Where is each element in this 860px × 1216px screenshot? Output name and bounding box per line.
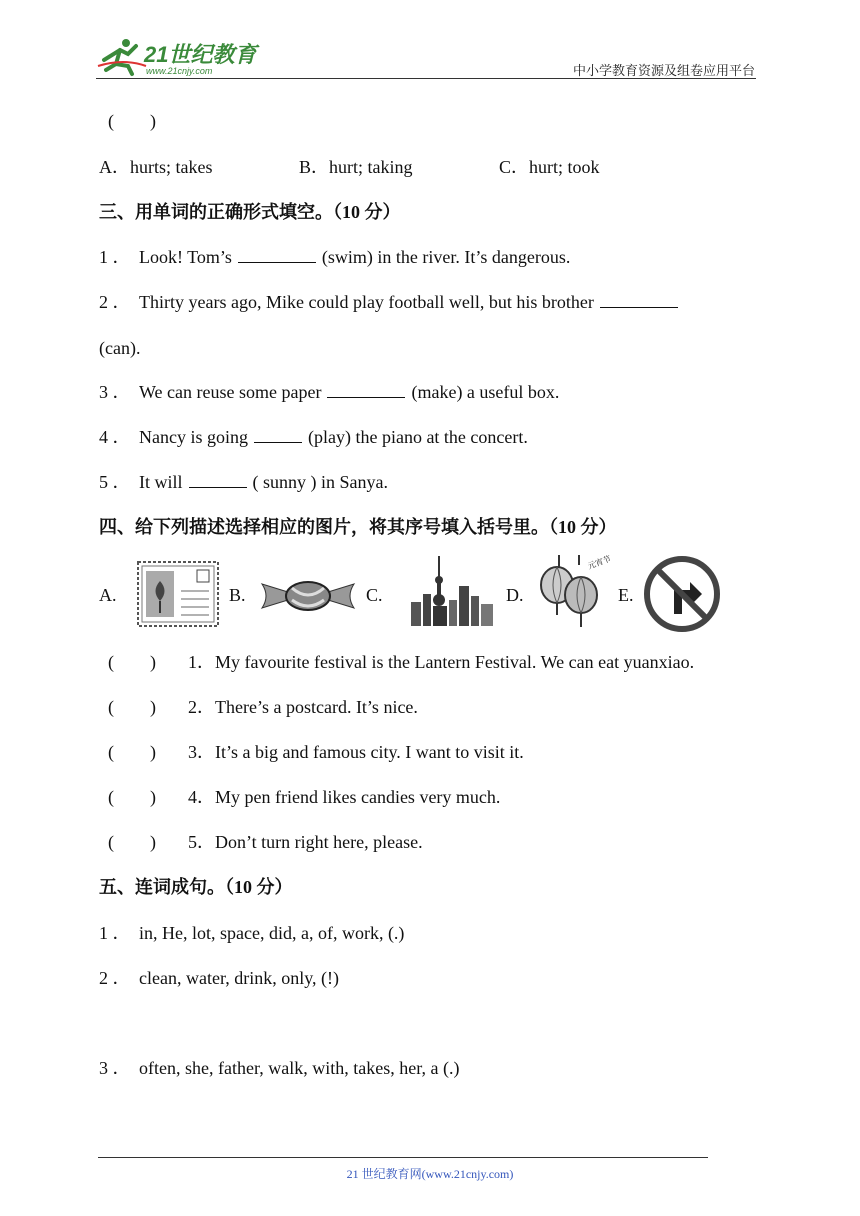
candy-image xyxy=(260,576,356,616)
section-4-title: 四、给下列描述选择相应的图片，将其序号填入括号里。（10 分） xyxy=(99,517,617,537)
answer-paren: ( ) xyxy=(108,111,156,131)
lanterns-image xyxy=(539,553,611,629)
no-right-turn-sign-image xyxy=(644,556,720,632)
answer-paren[interactable]: ( ) xyxy=(108,832,156,852)
answer-blank[interactable] xyxy=(254,426,302,443)
answer-blank[interactable] xyxy=(327,381,405,398)
header-divider xyxy=(96,78,756,79)
picture-label-a: A. xyxy=(99,585,117,605)
picture-label-c: C. xyxy=(366,585,383,605)
answer-paren[interactable]: ( ) xyxy=(108,697,156,717)
sentence-item: 3 ． often, she, father, walk, with, takes, her, a (.) xyxy=(99,1058,460,1078)
no-right-turn-icon xyxy=(644,556,720,632)
site-logo xyxy=(94,36,262,78)
city-skyline-image xyxy=(409,556,495,626)
option-b: B．hurt; taking xyxy=(299,157,413,177)
footer-divider xyxy=(98,1157,708,1158)
platform-name: 中小学教育资源及组卷应用平台 xyxy=(572,63,755,78)
svg-text:21世纪教育: 21世纪教育 xyxy=(144,42,257,67)
fill-item-continuation: (can). xyxy=(99,338,141,358)
answer-paren[interactable]: ( ) xyxy=(108,742,156,762)
answer-paren[interactable]: ( ) xyxy=(108,787,156,807)
option-a: A．hurts; takes xyxy=(99,157,213,177)
picture-label-d: D. xyxy=(506,585,524,605)
answer-blank[interactable] xyxy=(238,246,316,263)
match-item: ( ) 2．There’s a postcard. It’s nice. xyxy=(108,697,418,717)
sentence-item: 2 ． clean, water, drink, only, (!) xyxy=(99,968,340,988)
postcard-icon xyxy=(137,561,219,627)
candy-icon xyxy=(260,576,356,616)
match-item: ( ) 1．My favourite festival is the Lantern Festival. We can eat yuanxiao. xyxy=(108,652,695,672)
picture-label-b: B. xyxy=(229,585,246,605)
answer-blank[interactable] xyxy=(600,291,678,308)
svg-text:元宵节: 元宵节 xyxy=(586,554,611,571)
match-item: ( ) 4．My pen friend likes candies very much. xyxy=(108,787,501,807)
postcard-image xyxy=(137,561,219,627)
city-skyline-icon xyxy=(409,556,495,626)
fill-item: 3 ． We can reuse some paper (make) a useful box. xyxy=(99,382,560,402)
footer-site-link[interactable]: 21 世纪教育网(www.21cnjy.com) xyxy=(346,1167,514,1181)
sentence-item: 1 ． in, He, lot, space, did, a, of, work, (.) xyxy=(99,923,405,943)
section-3-title: 三、用单词的正确形式填空。（10 分） xyxy=(99,202,401,222)
picture-label-e: E. xyxy=(618,585,634,605)
section-5-title: 五、连词成句。（10 分） xyxy=(99,877,293,897)
fill-item: 4 ． Nancy is going (play) the piano at the concert. xyxy=(99,427,528,447)
match-item: ( ) 5．Don’t turn right here, please. xyxy=(108,832,423,852)
answer-blank[interactable] xyxy=(189,471,247,488)
lantern-icon xyxy=(539,553,611,629)
fill-item: 2 ． Thirty years ago, Mike could play football well, but his brother xyxy=(99,291,684,313)
option-c: C．hurt; took xyxy=(499,157,600,177)
fill-item: 5 ． It will ( sunny ) in Sanya. xyxy=(99,472,388,492)
fill-item: 1 ． Look! Tom’s (swim) in the river. It’s dangerous. xyxy=(99,247,571,267)
svg-text:www.21cnjy.com: www.21cnjy.com xyxy=(146,66,213,76)
match-item: ( ) 3．It’s a big and famous city. I want to visit it. xyxy=(108,742,524,762)
answer-paren[interactable]: ( ) xyxy=(108,652,156,672)
runner-logo-icon xyxy=(94,36,262,78)
